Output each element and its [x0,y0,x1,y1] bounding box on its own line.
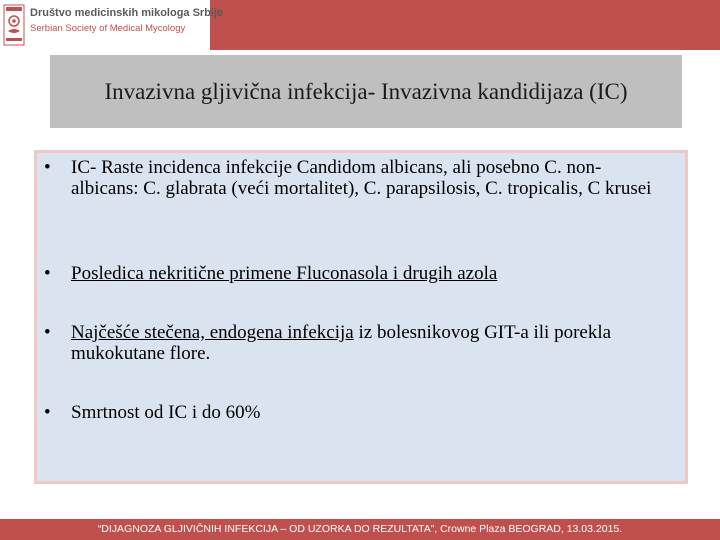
bullet-text: IC- Raste incidenca infekcije Candidom albicans, ali posebno C. non-albicans: C. glabrata (veći mortalitet), C. parapsilosis, C. tropicalis, C krusei [71,157,652,199]
bullet-item [37,322,667,364]
bullet-underlined-text: Najčešće stečena, endogena infekcija [71,322,354,343]
bullet-text: Smrtnost od IC i do 60% [71,402,261,423]
bullet-text [71,322,667,364]
bullet-dot-icon: • [44,402,51,423]
society-logo [0,0,224,50]
header-bar [0,0,720,50]
society-name: Društvo medicinskih mikologa Srbije [30,7,224,19]
bullet-dot-icon: • [44,157,51,178]
bullet-item [37,263,667,284]
society-emblem-icon [3,4,25,46]
society-name-english: Serbian Society of Medical Mycology [30,23,186,34]
slide-title: Invazivna gljivična infekcija- Invazivna kandidijaza (IC) [104,78,628,104]
bullet-text: Posledica nekritične primene Fluconasola i drugih azola [71,263,498,284]
bullet-content-box [34,150,688,484]
bullet-item [37,157,667,199]
footer-bar: “DIJAGNOZA GLJIVIČNIH INFEKCIJA – OD UZORKA DO REZULTATA”, Crowne Plaza BEOGRAD, 13.03.2015. [0,519,720,540]
bullet-rest-text: iz bolesnikovog GIT-a ili porekla mukokutane flore. [71,322,612,364]
slide-title-box [50,55,682,128]
bullet-dot-icon: • [44,263,51,284]
bullet-item [37,402,667,423]
bullet-dot-icon: • [44,322,51,343]
